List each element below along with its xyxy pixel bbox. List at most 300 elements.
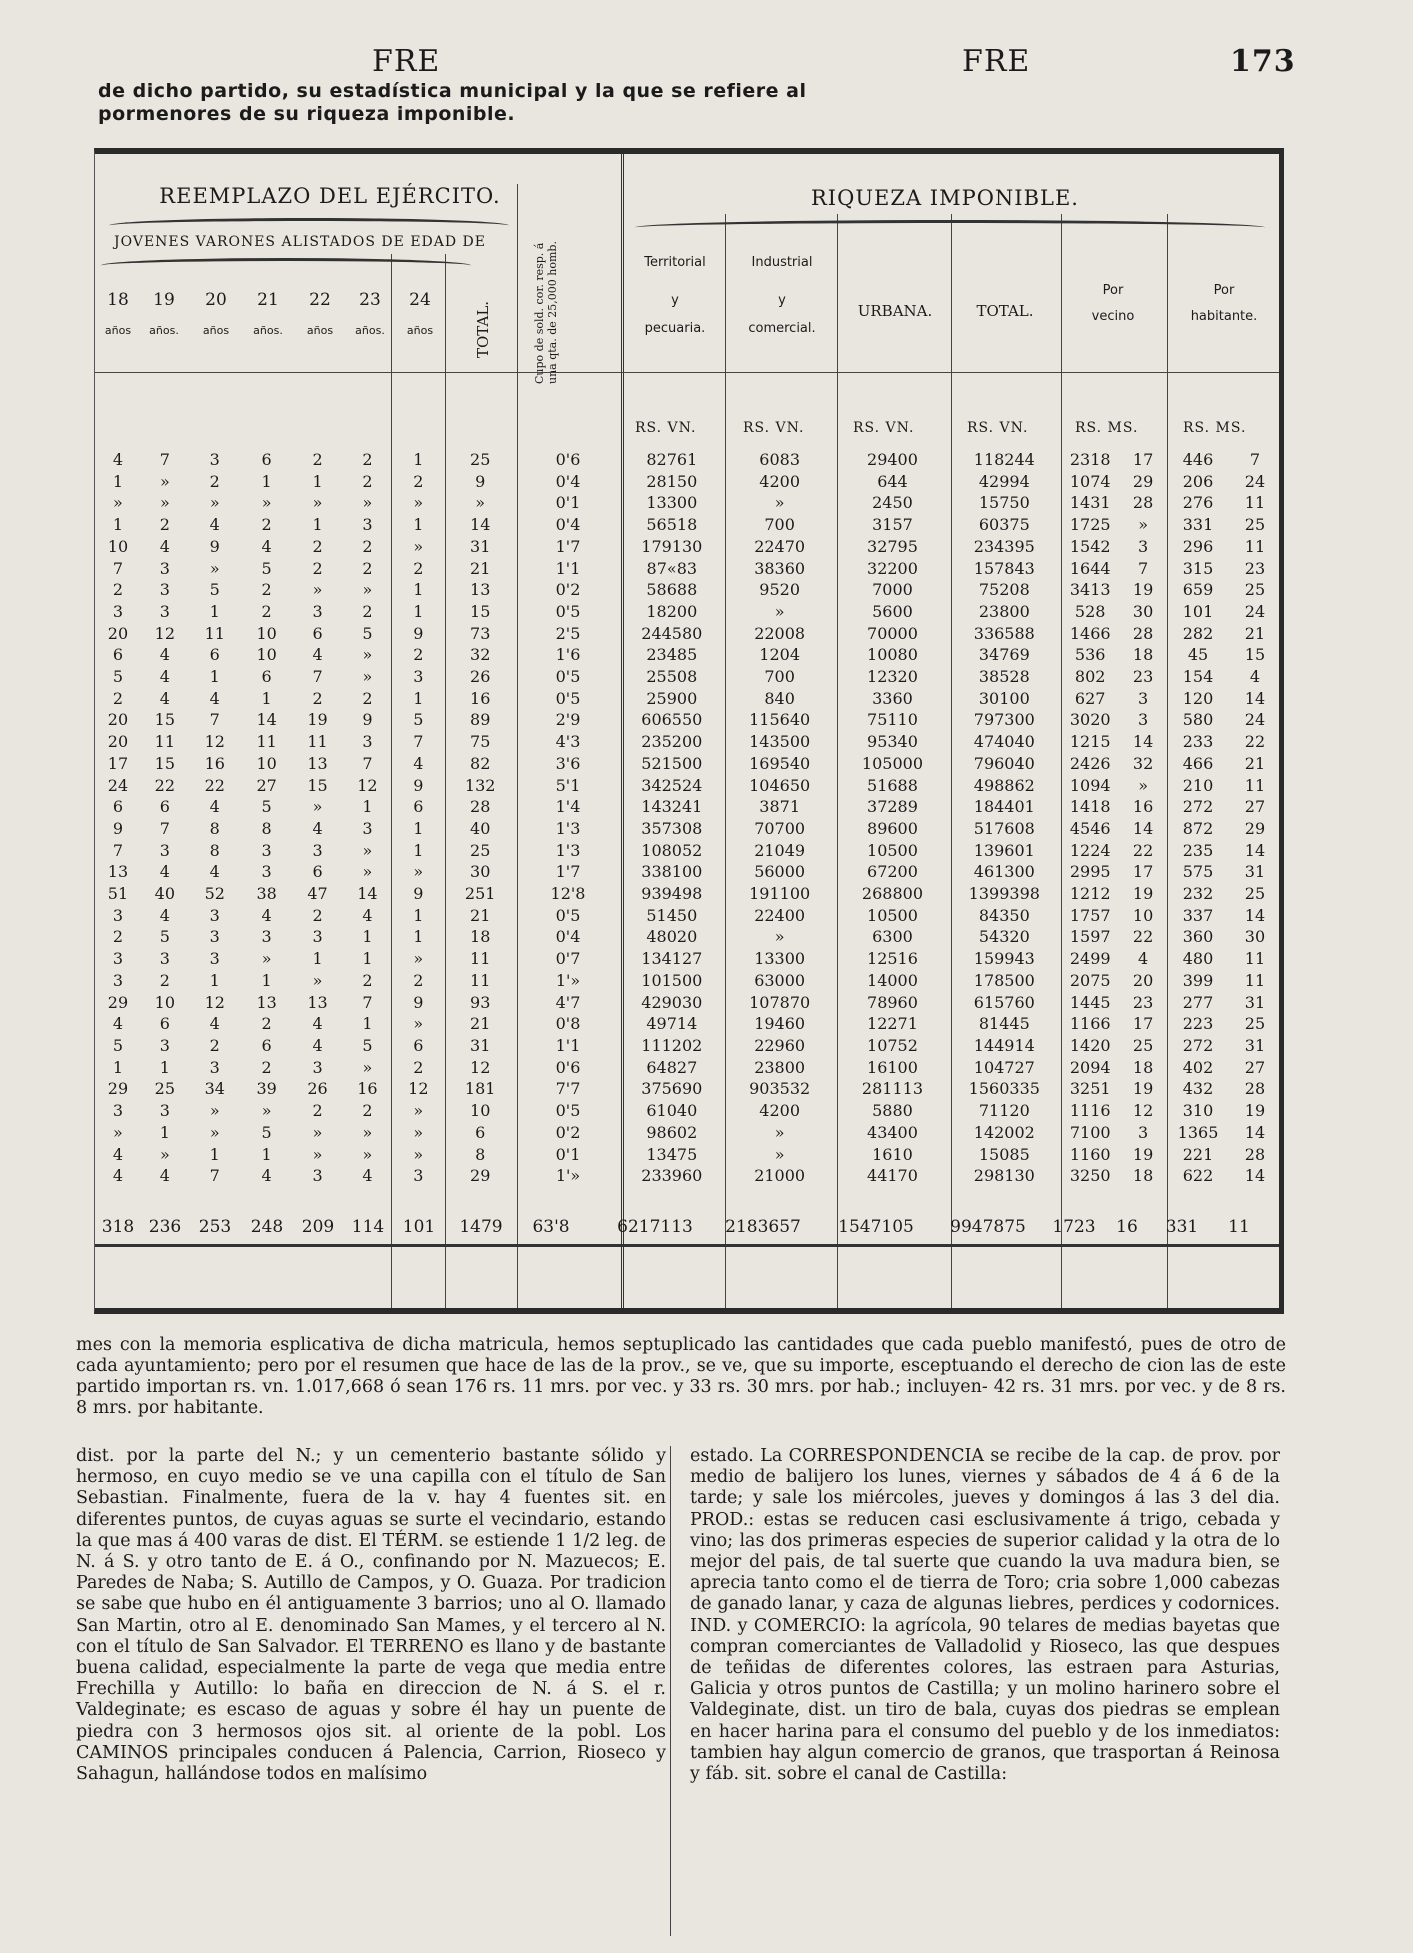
table-cell: 19460: [754, 1014, 806, 1034]
table-cell: 1'7: [555, 862, 581, 882]
table-cell: »: [312, 1144, 323, 1164]
table-cell: 4: [312, 645, 323, 665]
table-cell: 357308: [641, 818, 703, 838]
table-cell: 89: [470, 710, 491, 730]
total-cell: 101: [402, 1217, 436, 1237]
table-cell: 104727: [973, 1057, 1035, 1077]
table-cell: »: [413, 1122, 424, 1142]
table-cell: 315: [1182, 558, 1214, 578]
table-cell: 2: [112, 927, 124, 947]
table-cell: 143500: [749, 732, 811, 752]
table-cell: 310: [1182, 1101, 1214, 1121]
table-cell: 1'4: [555, 797, 581, 817]
age-header-21: 21 años.: [253, 290, 283, 337]
header-rule: [95, 372, 1279, 373]
table-cell: »: [774, 493, 785, 513]
table-cell: 4: [209, 515, 220, 535]
table-cell: 3: [159, 1035, 170, 1055]
table-cell: 21: [1244, 753, 1266, 773]
table-cell: 3: [112, 970, 124, 990]
table-cell: 22: [204, 775, 225, 795]
table-cell: 7'7: [555, 1079, 581, 1099]
table-cell: 802: [1074, 667, 1106, 687]
table-cell: 446: [1182, 450, 1214, 469]
table-cell: 4: [159, 905, 170, 925]
subgroup-title-edades: JOVENES VARONES ALISTADOS DE EDAD DE: [113, 234, 486, 250]
table-cell: 93: [470, 992, 491, 1012]
table-cell: 15: [1244, 645, 1266, 665]
table-cell: 1: [209, 667, 220, 687]
group-title-riqueza: RIQUEZA IMPONIBLE.: [811, 186, 1079, 210]
table-cell: 22: [1132, 927, 1154, 947]
total-cell: 1547105: [838, 1217, 914, 1237]
table-cell: »: [261, 493, 272, 513]
table-cell: 2'5: [555, 623, 581, 643]
table-cell: 4200: [759, 1101, 800, 1121]
table-row: [95, 644, 1279, 666]
table-cell: 32795: [867, 536, 918, 556]
table-cell: 75: [470, 732, 491, 752]
table-cell: 1204: [759, 645, 800, 665]
table-cell: 21: [1244, 623, 1266, 643]
table-cell: 1160: [1069, 1144, 1111, 1164]
table-cell: 2: [312, 450, 323, 469]
table-cell: 2318: [1069, 450, 1111, 469]
table-cell: 44170: [867, 1166, 918, 1186]
table-cell: 0'5: [555, 1101, 581, 1121]
table-cell: 134127: [641, 949, 703, 969]
table-cell: 5: [261, 797, 272, 817]
table-row: [95, 1122, 1279, 1144]
table-cell: 7: [413, 732, 424, 752]
table-cell: 28: [1244, 1079, 1266, 1099]
table-cell: 32200: [867, 558, 918, 578]
industrial-header: Industrial y comercial.: [748, 255, 816, 336]
table-cell: 466: [1182, 753, 1214, 773]
table-cell: 5600: [872, 601, 913, 621]
table-cell: 3: [159, 580, 170, 600]
table-cell: 2: [209, 471, 220, 491]
table-cell: 2: [209, 1035, 220, 1055]
table-cell: 61040: [646, 1101, 698, 1121]
table-row: [95, 818, 1279, 840]
table-cell: 9: [475, 471, 486, 491]
table-cell: 429030: [641, 992, 703, 1012]
table-cell: 0'2: [555, 580, 581, 600]
table-cell: 10500: [867, 840, 918, 860]
table-cell: 4: [261, 536, 272, 556]
table-cell: 13: [256, 992, 277, 1012]
table-cell: 3413: [1069, 580, 1111, 600]
table-row: [95, 905, 1279, 927]
table-cell: 4: [112, 1166, 124, 1186]
table-cell: 2094: [1069, 1057, 1111, 1077]
table-cell: 4: [159, 862, 170, 882]
table-cell: 1: [362, 797, 373, 817]
table-cell: 1: [159, 1057, 170, 1077]
table-cell: 1: [312, 515, 323, 535]
table-cell: 4: [112, 1144, 124, 1164]
table-cell: 10: [470, 1101, 491, 1121]
table-cell: 31: [1244, 992, 1266, 1012]
table-cell: 169540: [749, 753, 811, 773]
table-row: [95, 753, 1279, 775]
table-cell: 235200: [641, 732, 703, 752]
table-cell: 1212: [1069, 884, 1111, 904]
table-cell: 30100: [978, 688, 1030, 708]
table-cell: 480: [1182, 949, 1214, 969]
running-head-middle: FRE: [962, 44, 1031, 79]
table-cell: 20: [107, 732, 129, 752]
table-cell: 1: [312, 471, 323, 491]
table-cell: 232: [1182, 884, 1214, 904]
table-cell: 1365: [1177, 1122, 1219, 1142]
table-cell: 18200: [646, 601, 698, 621]
table-row: [95, 948, 1279, 970]
table-cell: 3: [413, 667, 424, 687]
table-cell: 4: [413, 753, 424, 773]
table-cell: 3: [159, 949, 170, 969]
table-cell: 11: [307, 732, 328, 752]
table-cell: 70000: [867, 623, 918, 643]
table-cell: 3: [112, 905, 124, 925]
table-cell: 14: [1244, 840, 1266, 860]
table-cell: »: [413, 862, 424, 882]
total-cell: 253: [198, 1217, 232, 1237]
table-cell: 528: [1074, 601, 1106, 621]
table-cell: 2: [362, 688, 373, 708]
table-cell: 10752: [867, 1035, 918, 1055]
table-cell: 54320: [978, 927, 1030, 947]
table-cell: 7000: [872, 580, 913, 600]
table-cell: 1: [209, 1144, 220, 1164]
table-cell: 19: [1132, 1144, 1154, 1164]
unit-label: RS. VN.: [743, 420, 805, 436]
table-cell: »: [159, 493, 170, 513]
table-cell: 14: [1244, 1122, 1266, 1142]
table-row: [95, 666, 1279, 688]
table-cell: 20: [107, 710, 129, 730]
table-cell: 5: [413, 710, 424, 730]
table-cell: 5: [362, 623, 373, 643]
table-row: [95, 471, 1279, 493]
table-cell: 1'3: [555, 840, 581, 860]
table-cell: 6: [475, 1122, 486, 1142]
table-cell: »: [774, 927, 785, 947]
total-cell: 318: [101, 1217, 135, 1237]
total-cell: 11: [1228, 1217, 1250, 1237]
table-cell: 4: [362, 905, 373, 925]
table-cell: 1: [413, 601, 424, 621]
table-cell: 1597: [1069, 927, 1111, 947]
table-cell: 1: [362, 949, 373, 969]
table-cell: 627: [1074, 688, 1106, 708]
table-cell: 87«83: [646, 558, 698, 578]
table-cell: 25: [470, 450, 491, 469]
table-cell: »: [362, 1122, 373, 1142]
table-cell: 2: [362, 450, 373, 469]
table-cell: »: [362, 1057, 373, 1077]
table-cell: »: [209, 1122, 220, 1142]
table-row: [95, 775, 1279, 797]
table-cell: 2: [362, 471, 373, 491]
table-cell: 19: [1244, 1101, 1266, 1121]
table-cell: 1'7: [555, 536, 581, 556]
table-cell: 432: [1182, 1079, 1214, 1099]
table-cell: 700: [764, 515, 795, 535]
table-cell: 143241: [641, 797, 703, 817]
table-cell: 108052: [641, 840, 703, 860]
table-cell: 29: [107, 992, 129, 1012]
table-cell: 3: [312, 927, 323, 947]
table-cell: 1725: [1069, 515, 1111, 535]
table-cell: 8: [209, 818, 220, 838]
total-riqueza-header: TOTAL.: [976, 302, 1034, 320]
table-cell: 26: [307, 1079, 328, 1099]
table-cell: 43400: [867, 1122, 918, 1142]
table-cell: 2'9: [555, 710, 581, 730]
table-cell: 10500: [867, 905, 918, 925]
table-row: [95, 709, 1279, 731]
age-header-20: 20 años: [202, 290, 230, 337]
table-cell: 14: [470, 515, 491, 535]
table-cell: »: [312, 797, 323, 817]
table-cell: 840: [764, 688, 795, 708]
table-cell: 1215: [1069, 732, 1111, 752]
table-cell: 40: [154, 884, 176, 904]
table-cell: 5: [261, 558, 272, 578]
table-cell: 82: [470, 753, 491, 773]
table-cell: 939498: [641, 884, 703, 904]
table-cell: 16: [204, 753, 225, 773]
table-cell: 19: [1132, 884, 1154, 904]
table-cell: 4: [209, 797, 220, 817]
cupo-header: Cupo de sold. cor. resp. á una qta. de 25,000 homb.: [533, 241, 559, 385]
table-cell: 1: [413, 688, 424, 708]
table-cell: 3250: [1069, 1166, 1111, 1186]
table-cell: 298130: [973, 1166, 1035, 1186]
table-cell: 4: [112, 1014, 124, 1034]
table-cell: 3: [112, 601, 124, 621]
table-cell: 3: [362, 732, 373, 752]
table-cell: 6: [261, 667, 272, 687]
table-cell: 2: [261, 1014, 272, 1034]
table-cell: 4: [209, 688, 220, 708]
table-cell: 27: [1244, 797, 1266, 817]
table-cell: 5880: [872, 1101, 913, 1121]
table-cell: 1757: [1069, 905, 1111, 925]
table-cell: 2: [312, 905, 323, 925]
table-cell: 39: [256, 1079, 277, 1099]
table-cell: 4: [261, 1166, 272, 1186]
unit-label: RS. VN.: [967, 420, 1029, 436]
table-cell: 7: [159, 818, 170, 838]
table-cell: 9: [413, 992, 424, 1012]
table-cell: 4200: [759, 471, 800, 491]
table-cell: 4: [261, 905, 272, 925]
table-cell: 1431: [1069, 493, 1111, 513]
table-cell: 48020: [646, 927, 698, 947]
table-cell: 25: [1244, 580, 1266, 600]
table-cell: 15: [307, 775, 328, 795]
table-cell: 82761: [646, 450, 698, 469]
table-cell: 2: [413, 1057, 424, 1077]
table-cell: 6: [413, 797, 424, 817]
total-header: TOTAL.: [474, 300, 492, 358]
table-cell: 3: [312, 1057, 323, 1077]
table-cell: 1: [261, 471, 272, 491]
table-cell: 8: [475, 1144, 486, 1164]
table-cell: »: [159, 471, 170, 491]
table-cell: »: [774, 601, 785, 621]
table-cell: 2: [261, 580, 272, 600]
table-row: [95, 796, 1279, 818]
total-cell: 209: [301, 1217, 335, 1237]
table-cell: 1560335: [968, 1079, 1040, 1099]
table-cell: 14: [1244, 905, 1266, 925]
table-cell: 15: [154, 710, 176, 730]
table-cell: 19: [1132, 580, 1154, 600]
table-cell: 1: [413, 515, 424, 535]
table-cell: 3: [112, 1101, 124, 1121]
table-cell: 3: [261, 927, 272, 947]
table-cell: 0'8: [555, 1014, 581, 1034]
table-cell: 0'4: [555, 927, 581, 947]
table-cell: 60375: [978, 515, 1030, 535]
table-cell: 872: [1182, 818, 1214, 838]
table-cell: 11: [1244, 536, 1266, 556]
table-cell: 1'1: [555, 1035, 581, 1055]
total-cell: 16: [1116, 1217, 1138, 1237]
table-cell: 474040: [973, 732, 1035, 752]
table-cell: 73: [470, 623, 491, 643]
table-cell: 4: [159, 688, 170, 708]
unit-label: RS. VN.: [853, 420, 915, 436]
table-cell: 34: [204, 1079, 225, 1099]
table-cell: 19: [307, 710, 328, 730]
table-cell: 461300: [973, 862, 1035, 882]
table-cell: 24: [1244, 710, 1266, 730]
table-cell: 903532: [749, 1079, 811, 1099]
total-cell: 9947875: [950, 1217, 1026, 1237]
total-cell: 331: [1165, 1217, 1199, 1237]
table-cell: 0'4: [555, 515, 581, 535]
table-cell: 580: [1182, 710, 1214, 730]
table-cell: 13300: [754, 949, 806, 969]
table-cell: »: [774, 1144, 785, 1164]
table-cell: 8: [209, 840, 220, 860]
table-caption: de dicho partido, su estadística municipal y la que se refiere al pormenores de su riqueza imponible.: [98, 80, 807, 125]
table-cell: 337: [1182, 905, 1214, 925]
table-cell: 23485: [646, 645, 698, 665]
table-cell: 52: [204, 884, 225, 904]
table-cell: »: [362, 667, 373, 687]
table-cell: 30: [1132, 601, 1154, 621]
body-paragraph: mes con la memoria esplicativa de dicha matricula, hemos septuplicado las cantidades que cada pueblo manifestó, pues de otro de cada ayuntamiento; pero por el resumen que hace de las de la prov., se ve, que su importe, esceptuando el derecho de cion las de este partido importan rs. vn. 1.017,668 ó sean 176 rs. 11 mrs. por vec. y 33 rs. 30 mrs. por hab.; incluyen- 42 rs. 31 mrs. por vec. y de 8 rs. 8 mrs. por habitante.: [76, 1335, 1286, 1418]
table-cell: 16: [357, 1079, 378, 1099]
table-cell: 1: [312, 949, 323, 969]
table-cell: 3: [209, 1057, 220, 1077]
table-cell: 107870: [749, 992, 811, 1012]
table-cell: 25: [1244, 884, 1266, 904]
age-header-22: 22 años: [306, 290, 334, 337]
table-cell: 13475: [646, 1144, 698, 1164]
table-cell: 223: [1182, 1014, 1214, 1034]
table-cell: 2: [413, 645, 424, 665]
table-cell: 0'6: [555, 1057, 581, 1077]
table-cell: 3871: [759, 797, 800, 817]
table-cell: »: [113, 493, 123, 513]
table-row: [95, 840, 1279, 862]
table-row: [95, 1035, 1279, 1057]
table-cell: 2: [312, 688, 323, 708]
table-cell: 9: [413, 775, 424, 795]
table-cell: 338100: [641, 862, 703, 882]
table-cell: 12320: [867, 667, 918, 687]
table-cell: 6: [312, 862, 323, 882]
table-cell: 16: [1132, 797, 1154, 817]
table-cell: 38528: [978, 667, 1030, 687]
table-cell: 272: [1182, 1035, 1214, 1055]
table-cell: 22: [1244, 732, 1266, 752]
table-cell: 12: [204, 992, 225, 1012]
table-cell: 101: [1182, 601, 1214, 621]
table-cell: 268800: [861, 884, 923, 904]
table-cell: 12: [408, 1079, 429, 1099]
table-row: [95, 514, 1279, 536]
table-cell: 28: [1132, 493, 1154, 513]
table-cell: 17: [107, 753, 129, 773]
table-cell: 18: [1132, 1057, 1154, 1077]
table-cell: 18: [1132, 645, 1154, 665]
table-row: [95, 1165, 1279, 1187]
table-cell: 11: [470, 970, 491, 990]
table-cell: 0'5: [555, 667, 581, 687]
table-cell: »: [261, 1101, 272, 1121]
text-column-left: dist. por la parte del N.; y un cementerio bastante sólido y hermoso, en cuyo medio se ve una capilla con el título de San Sebastian. Finalmente, fuera de la v. hay 4 fuentes sit. en diferentes puntos, de cuyas aguas se surte el vecindario, estando la que mas á 400 varas de dist. El TÉRM. se estiende 1 1/2 leg. de N. á S. y otro tanto de E. á O., confinando por N. Mazuecos; E. Paredes de Naba; S. Autillo de Campos, y O. Guaza. Por tradicion se sabe que hubo en él antiguamente 3 barrios; uno al O. llamado San Martin, otro al E. denominado San Mames, y el tercero al N. con el título de San Salvador. El TERRENO es llano y de bastante buena calidad, especialmente la parte de vega que media entre Frechilla y Autillo: lo baña en direccion de N. á S. el r. Valdeginate; es escaso de aguas y sobre él hay un puente de piedra con 3 hermosos ojos sit. al oriente de la pobl. Los CAMINOS principales conducen á Palencia, Carrion, Rioseco y Sahagun, hallándose todos en malísimo: [76, 1446, 666, 1785]
data-table: [95, 449, 1279, 1187]
table-cell: 9: [413, 623, 424, 643]
table-cell: 1610: [872, 1144, 913, 1164]
table-cell: »: [312, 1122, 323, 1142]
table-cell: 1: [413, 580, 424, 600]
table-cell: 11: [1244, 775, 1266, 795]
table-cell: 5'1: [555, 775, 581, 795]
table-cell: 139601: [973, 840, 1035, 860]
table-cell: 101500: [641, 970, 703, 990]
table-cell: 4: [312, 1014, 323, 1034]
table-cell: 1: [362, 1014, 373, 1034]
table-row: [95, 558, 1279, 580]
table-cell: 1: [159, 1122, 170, 1142]
table-cell: 796040: [973, 753, 1035, 773]
territorial-header: Territorial y pecuaria.: [644, 255, 706, 336]
table-cell: 9: [413, 884, 424, 904]
table-cell: 4: [1138, 949, 1149, 969]
table-cell: 32: [470, 645, 491, 665]
table-cell: 14: [1132, 818, 1154, 838]
table-cell: 24: [1244, 471, 1266, 491]
table-cell: 25508: [646, 667, 698, 687]
table-cell: »: [209, 1101, 220, 1121]
group-title-reemplazo: REEMPLAZO DEL EJÉRCITO.: [159, 184, 501, 208]
table-cell: 4: [159, 667, 170, 687]
table-cell: 1'1: [555, 558, 581, 578]
table-cell: 12'8: [550, 884, 586, 904]
table-cell: 3: [413, 1166, 424, 1186]
table-cell: 5: [112, 667, 124, 687]
table-cell: »: [1138, 775, 1148, 795]
